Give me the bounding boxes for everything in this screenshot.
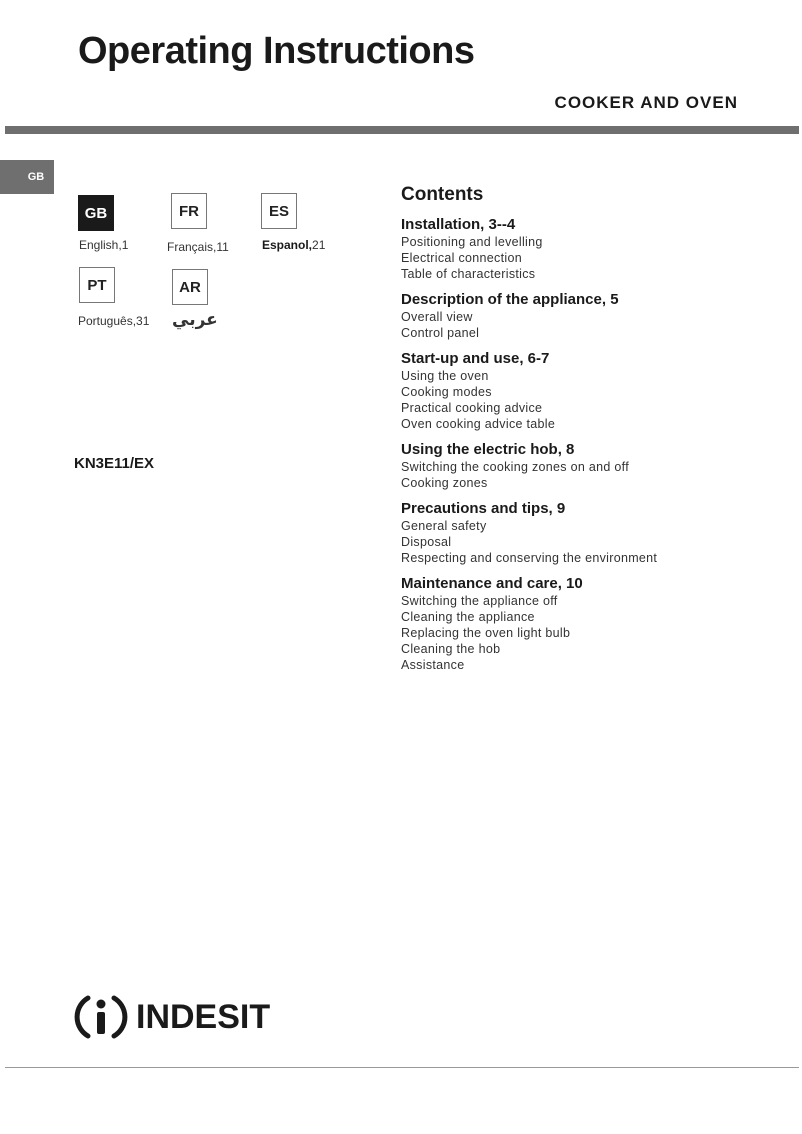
section-item[interactable]: Practical cooking advice: [401, 401, 543, 415]
section-item[interactable]: Disposal: [401, 535, 452, 549]
page-subtitle: COOKER AND OVEN: [554, 93, 738, 112]
section-item[interactable]: Switching the appliance off: [401, 594, 558, 608]
contents-section-installation: [401, 215, 781, 282]
header-divider: [5, 126, 799, 134]
contents-section-maintenance: [401, 574, 781, 673]
section-item[interactable]: Cleaning the hob: [401, 642, 501, 656]
brand-name: INDESIT: [136, 997, 271, 1036]
indesit-logo-icon: [74, 990, 128, 1044]
language-box-gb[interactable]: GB: [78, 195, 114, 231]
section-item[interactable]: Cooking zones: [401, 476, 488, 490]
section-item[interactable]: Switching the cooking zones on and off: [401, 460, 629, 474]
language-box-es[interactable]: ES: [261, 193, 297, 229]
section-item[interactable]: Cooking modes: [401, 385, 492, 399]
section-title[interactable]: Using the electric hob, 8: [401, 441, 575, 458]
section-title[interactable]: Description of the appliance, 5: [401, 291, 619, 308]
language-caption-es[interactable]: [262, 238, 325, 252]
contents-section-description: [401, 290, 781, 341]
section-title[interactable]: Maintenance and care, 10: [401, 575, 583, 592]
contents-section-startup: [401, 349, 781, 432]
language-box-pt[interactable]: PT: [79, 267, 115, 303]
section-title[interactable]: Precautions and tips, 9: [401, 500, 566, 517]
section-item[interactable]: Oven cooking advice table: [401, 417, 556, 431]
language-caption-pt[interactable]: Português,31: [78, 314, 150, 328]
language-box-ar[interactable]: AR: [172, 269, 208, 305]
section-item[interactable]: Table of characteristics: [401, 267, 536, 281]
contents-title: Contents: [401, 184, 484, 205]
section-item[interactable]: Control panel: [401, 326, 480, 340]
footer-divider: [5, 1067, 799, 1068]
section-title[interactable]: Installation, 3--4: [401, 216, 516, 233]
contents-section-hob: [401, 440, 781, 491]
page-title: Operating Instructions: [78, 30, 475, 72]
section-item[interactable]: Assistance: [401, 658, 465, 672]
language-caption-es-page: 21: [312, 238, 326, 252]
section-item[interactable]: General safety: [401, 519, 487, 533]
section-item[interactable]: Respecting and conserving the environment: [401, 551, 658, 565]
brand-logo: [74, 990, 270, 1044]
language-caption-es-name: Espanol,: [262, 238, 313, 252]
language-caption-ar[interactable]: عربي: [172, 310, 218, 329]
language-caption-fr[interactable]: Français,11: [167, 240, 229, 254]
contents-panel: [401, 184, 781, 681]
section-item[interactable]: Using the oven: [401, 369, 489, 383]
section-item[interactable]: Positioning and levelling: [401, 235, 543, 249]
section-item[interactable]: Electrical connection: [401, 251, 522, 265]
section-item[interactable]: Overall view: [401, 310, 473, 324]
section-item[interactable]: Cleaning the appliance: [401, 610, 535, 624]
contents-section-precautions: [401, 499, 781, 566]
language-box-fr[interactable]: FR: [171, 193, 207, 229]
section-title[interactable]: Start-up and use, 6-7: [401, 350, 550, 367]
language-side-tab: GB: [0, 160, 54, 194]
language-caption-gb[interactable]: English,1: [79, 238, 129, 252]
model-number: KN3E11/EX: [74, 455, 155, 472]
section-item[interactable]: Replacing the oven light bulb: [401, 626, 571, 640]
